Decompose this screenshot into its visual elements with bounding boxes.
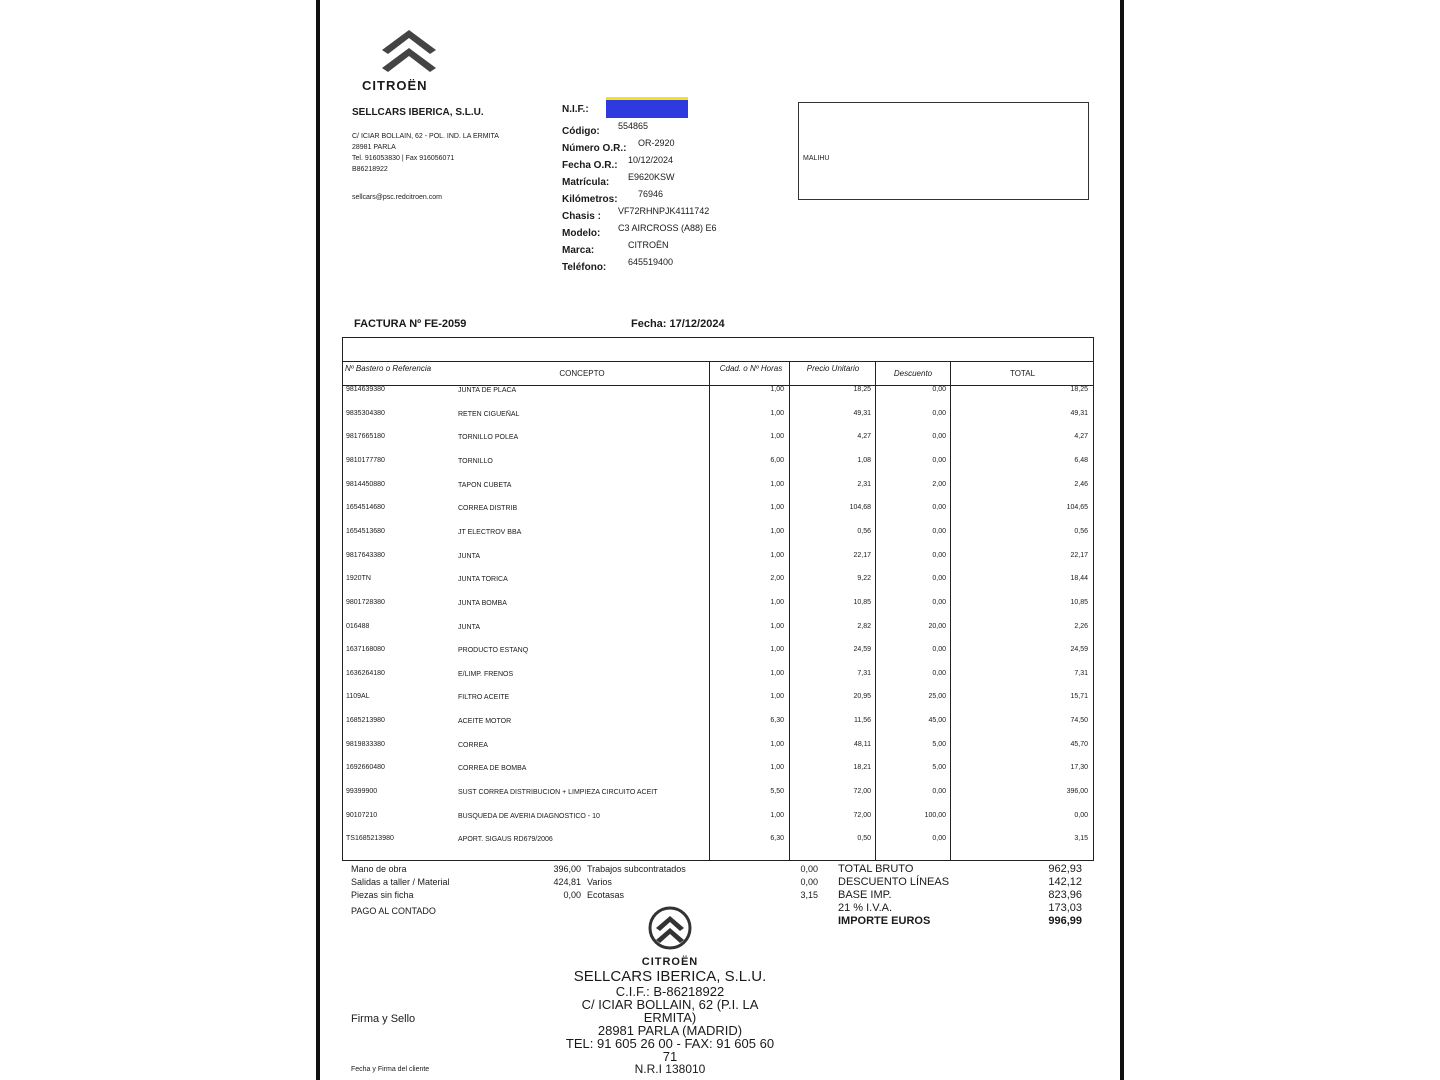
cell-price: 10,85 (853, 599, 871, 606)
cell-concept: E/LIMP. FRENOS (458, 671, 514, 678)
invoice-number: FACTURA Nº FE-2059 (354, 318, 467, 330)
cell-discount: 0,00 (932, 504, 946, 511)
citroen-chevrons-logo (378, 26, 440, 76)
cell-discount: 0,00 (932, 552, 946, 559)
cell-concept: CORREA DE BOMBA (458, 765, 527, 772)
cell-price: 24,59 (853, 646, 871, 653)
header-qty: Cdad. o Nº Horas (719, 364, 783, 373)
cell-ref: 9817643380 (346, 552, 385, 559)
cell-total: 3,15 (1074, 835, 1088, 842)
cell-discount: 0,00 (932, 433, 946, 440)
cell-ref: 9814450880 (346, 481, 385, 488)
cell-discount: 20,00 (928, 623, 946, 630)
cell-total: 10,85 (1070, 599, 1088, 606)
cell-discount: 0,00 (932, 410, 946, 417)
cell-concept: TORNILLO POLEA (458, 434, 519, 441)
cell-price: 72,00 (853, 812, 871, 819)
cell-ref: 1637168080 (346, 646, 385, 653)
cell-discount: 0,00 (932, 646, 946, 653)
cell-discount: 0,00 (932, 575, 946, 582)
header-ref: Nº Bastero o Referencia (345, 364, 432, 373)
cell-qty: 1,00 (770, 386, 784, 393)
cell-discount: 5,00 (932, 764, 946, 771)
cell-ref: 9817665180 (346, 433, 385, 440)
cell-qty: 1,00 (770, 812, 784, 819)
cell-concept: SUST CORREA DISTRIBUCION + LIMPIEZA CIRCUITO ACEIT (458, 789, 658, 796)
redaction-mark (606, 97, 688, 118)
company-stamp: CITROËN SELLCARS IBERICA, S.L.U. C.I.F.: B-86218922 C/ ICIAR BOLLAIN, 62 (P.I. LA ERMITA) 28981 PARLA (MADRID) TEL: 91 605 26 00 - FAX: 91 605 60 71 N.R.I 138010 (565, 956, 775, 1076)
cell-price: 9,22 (857, 575, 871, 582)
cell-concept: FILTRO ACEITE (458, 694, 510, 701)
cell-qty: 6,30 (770, 835, 784, 842)
cell-ref: 9810177780 (346, 457, 385, 464)
brand-wordmark: CITROËN (362, 78, 428, 93)
cell-ref: 9835304380 (346, 410, 385, 417)
cell-qty: 1,00 (770, 410, 784, 417)
cell-total: 0,56 (1074, 528, 1088, 535)
cell-discount: 5,00 (932, 741, 946, 748)
client-signature-label: Fecha y Firma del cliente (351, 1066, 430, 1073)
cell-price: 72,00 (853, 788, 871, 795)
cell-qty: 1,00 (770, 741, 784, 748)
cell-total: 18,25 (1070, 386, 1088, 393)
cell-discount: 25,00 (928, 693, 946, 700)
cell-discount: 0,00 (932, 599, 946, 606)
nif-label: N.I.F.: (562, 104, 589, 115)
cell-total: 15,71 (1070, 693, 1088, 700)
cell-qty: 5,50 (770, 788, 784, 795)
invoice-date: Fecha: 17/12/2024 (631, 318, 725, 330)
cell-concept: ACEITE MOTOR (458, 718, 512, 725)
cell-total: 74,50 (1070, 717, 1088, 724)
cell-total: 18,44 (1070, 575, 1088, 582)
cell-qty: 1,00 (770, 528, 784, 535)
cell-total: 22,17 (1070, 552, 1088, 559)
cell-concept: TAPON CUBETA (458, 482, 512, 489)
cell-ref: 1654513680 (346, 528, 385, 535)
cell-discount: 0,00 (932, 528, 946, 535)
cell-total: 4,27 (1074, 433, 1088, 440)
cell-price: 4,27 (857, 433, 871, 440)
cell-ref: 1692660480 (346, 764, 385, 771)
cell-ref: 016488 (346, 623, 370, 630)
cell-ref: 9814639380 (346, 386, 385, 393)
cell-price: 2,31 (857, 481, 871, 488)
cell-ref: 1685213980 (346, 717, 385, 724)
cell-qty: 1,00 (770, 646, 784, 653)
cell-total: 2,46 (1074, 481, 1088, 488)
cell-qty: 6,00 (770, 457, 784, 464)
header-total: TOTAL (1009, 369, 1036, 378)
cell-concept: JUNTA TORICA (458, 576, 508, 583)
cell-concept: JUNTA DE PLACA (458, 387, 517, 394)
cell-ref: 1654514680 (346, 504, 385, 511)
cell-ref: 1636264180 (346, 670, 385, 677)
stamp-chevrons-logo (648, 904, 692, 954)
signature-label: Firma y Sello (351, 1013, 416, 1025)
cell-concept: TORNILLO (458, 458, 493, 465)
cell-price: 48,11 (854, 741, 871, 748)
cell-price: 22,17 (853, 552, 871, 559)
cell-total: 104,65 (1066, 504, 1088, 511)
cell-concept: JT ELECTROV BBA (458, 529, 522, 536)
payment-method: PAGO AL CONTADO (351, 906, 436, 916)
cell-total: 17,30 (1070, 764, 1088, 771)
totals-block: TOTAL BRUTO 962,93 DESCUENTO LÍNEAS 142,12 BASE IMP. 823,96 21 % I.V.A. 173,03 IMPORTE EUROS 996,99 (838, 863, 1082, 927)
cell-price: 104,68 (849, 504, 871, 511)
cell-total: 2,26 (1074, 623, 1088, 630)
cell-price: 0,50 (857, 835, 871, 842)
cell-discount: 0,00 (932, 670, 946, 677)
cell-qty: 1,00 (770, 670, 784, 677)
cell-concept: CORREA DISTRIB (458, 505, 518, 512)
cell-qty: 1,00 (770, 764, 784, 771)
cell-concept: JUNTA BOMBA (458, 600, 507, 607)
cell-qty: 1,00 (770, 623, 784, 630)
cell-price: 18,25 (853, 386, 871, 393)
cell-discount: 2,00 (932, 481, 946, 488)
cell-qty: 1,00 (770, 599, 784, 606)
cell-qty: 2,00 (770, 575, 784, 582)
cell-discount: 0,00 (932, 788, 946, 795)
cell-price: 11,56 (854, 717, 871, 724)
cell-total: 396,00 (1066, 788, 1088, 795)
cell-price: 18,21 (853, 764, 871, 771)
cell-concept: JUNTA (458, 553, 481, 560)
cell-total: 0,00 (1074, 812, 1088, 819)
cell-total: 45,70 (1070, 741, 1088, 748)
cell-price: 49,31 (853, 410, 871, 417)
cell-price: 0,56 (857, 528, 871, 535)
cell-qty: 1,00 (770, 481, 784, 488)
cell-total: 7,31 (1074, 670, 1088, 677)
cell-discount: 0,00 (932, 457, 946, 464)
order-meta: Código: 554865 Número O.R.: OR-2920 Fecha O.R.: 10/12/2024 Matrícula: E9620KSW Kilómetros: 76946 Chasis : VF72RHNPJK4111742 Modelo: C3 AIRCROSS (A88) E6 Marca: CITROËN Teléfono: 645519400 (562, 121, 717, 273)
company-address: C/ ICIAR BOLLAIN, 62 - POL. IND. LA ERMITA 28981 PARLA Tel. 916053830 | Fax 916056071 B86218922 (352, 133, 499, 173)
cell-price: 7,31 (857, 670, 871, 677)
header-price: Precio Unitario (806, 364, 860, 373)
customer-label: MALIHU (803, 155, 830, 162)
summary-left: Mano de obra 396,00 Trabajos subcontratados Salidas a taller / Material 424,81 Varios Piezas sin ficha 0,00 Ecotasas (351, 864, 686, 900)
cell-discount: 0,00 (932, 386, 946, 393)
table-header-top-line (342, 361, 1094, 362)
cell-total: 49,31 (1070, 410, 1088, 417)
cell-ref: 90107210 (346, 812, 378, 819)
cell-concept: PRODUCTO ESTANQ (458, 647, 529, 654)
cell-concept: JUNTA (458, 624, 481, 631)
cell-qty: 1,00 (770, 504, 784, 511)
cell-ref: 9819833380 (346, 741, 385, 748)
cell-concept: BUSQUEDA DE AVERIA DIAGNÓSTICO - 10 (458, 813, 600, 820)
cell-ref: 9801728380 (346, 599, 385, 606)
cell-price: 1,08 (857, 457, 871, 464)
cell-discount: 0,00 (932, 835, 946, 842)
header-concept: CONCEPTO (559, 369, 605, 378)
cell-price: 2,82 (857, 623, 871, 630)
cell-qty: 1,00 (770, 552, 784, 559)
cell-qty: 1,00 (770, 433, 784, 440)
cell-discount: 45,00 (928, 717, 946, 724)
company-email: sellcars@psc.redcitroen.com (352, 194, 442, 201)
cell-concept: CORREA (458, 742, 488, 749)
cell-discount: 100,00 (924, 812, 946, 819)
cell-qty: 6,30 (770, 717, 784, 724)
cell-ref: 1109AL (346, 693, 370, 700)
header-discount: Descuento (893, 369, 933, 378)
cell-total: 6,48 (1074, 457, 1088, 464)
customer-box (798, 102, 1089, 200)
cell-concept: APORT. SIGAUS RD679/2006 (458, 836, 553, 843)
cell-qty: 1,00 (770, 693, 784, 700)
summary-mid-values: 0,00 0,00 3,15 (800, 864, 818, 900)
cell-ref: TS1685213980 (346, 835, 394, 842)
cell-price: 20,95 (853, 693, 871, 700)
cell-ref: 1920TN (346, 575, 371, 582)
cell-total: 24,59 (1070, 646, 1088, 653)
company-name: SELLCARS IBERICA, S.L.U. (352, 107, 484, 118)
cell-ref: 99399900 (346, 788, 378, 795)
cell-concept: RETEN CIGUEÑAL (458, 411, 520, 418)
